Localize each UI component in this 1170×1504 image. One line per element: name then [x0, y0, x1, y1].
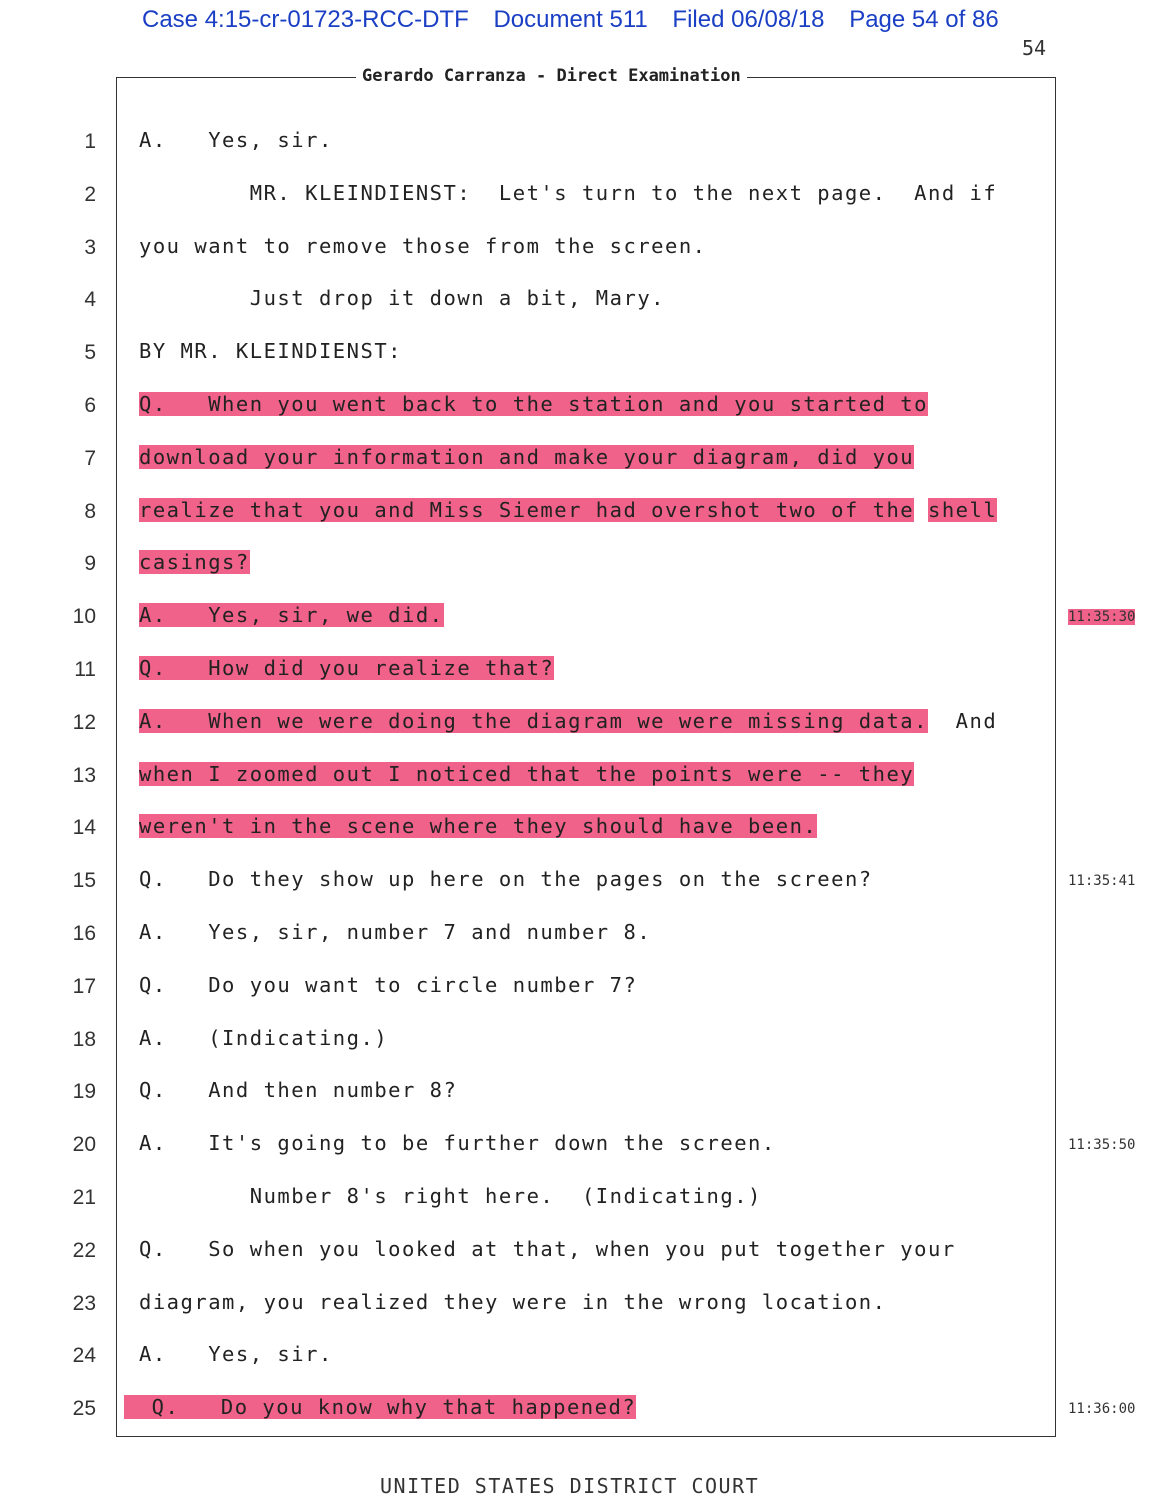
highlighted-text: A. When we were doing the diagram we were missing data. [139, 708, 928, 733]
transcript-line [0, 492, 1170, 532]
line-number: 12 [72, 710, 96, 734]
transcript-page-number: 54 [1022, 36, 1047, 60]
line-text [139, 1184, 762, 1208]
text-segment: Number 8's right here. (Indicating.) [139, 1184, 762, 1208]
transcript-line [0, 122, 1170, 162]
highlighted-text: weren't in the scene where they should have been. [139, 814, 818, 839]
timestamp: 11:35:41 [1068, 873, 1136, 890]
transcript-line [0, 597, 1170, 637]
line-number: 1 [84, 130, 96, 153]
transcript-line [0, 544, 1170, 584]
document-header [142, 6, 1017, 34]
text-segment [914, 498, 928, 522]
line-number: 2 [84, 182, 96, 206]
text-segment: A. Yes, sir, number 7 and number 8. [139, 920, 652, 944]
transcript-line [0, 1125, 1170, 1165]
line-text [139, 656, 554, 680]
highlighted-text: realize that you and Miss Siemer had overshot two of the [139, 497, 915, 522]
line-text [139, 920, 651, 944]
line-number: 3 [84, 235, 96, 259]
text-segment: Q. Do they show up here on the pages on the screen? [139, 867, 873, 892]
line-text [139, 1026, 388, 1050]
timestamp: 11:35:30 [1068, 609, 1136, 626]
line-text [139, 339, 402, 363]
line-number: 18 [72, 1027, 96, 1051]
transcript-line [0, 756, 1170, 796]
line-text [139, 1342, 333, 1366]
text-segment: And [928, 708, 998, 733]
line-text [139, 762, 914, 786]
line-text [139, 498, 997, 522]
line-number: 9 [84, 552, 96, 576]
transcript-line [0, 1072, 1170, 1112]
line-number: 15 [72, 869, 96, 893]
line-number: 5 [84, 341, 96, 365]
line-number: 16 [72, 922, 96, 945]
line-number: 21 [72, 1186, 96, 1209]
highlighted-text: casings? [139, 550, 250, 575]
line-number: 19 [72, 1080, 96, 1104]
text-segment: you want to remove those from the screen. [139, 233, 707, 258]
case-number: Case 4:15-cr-01723-RCC-DTF [142, 6, 469, 33]
transcript-line [0, 1284, 1170, 1324]
transcript-line [0, 650, 1170, 690]
text-segment: Just drop it down a bit, Mary. [139, 286, 665, 311]
transcript-line [0, 333, 1170, 373]
text-segment: MR. KLEINDIENST: Let's turn to the next page. And if [139, 180, 998, 205]
transcript-line [0, 967, 1170, 1007]
transcript-line [0, 280, 1170, 320]
line-text [139, 445, 914, 469]
transcript-line [0, 861, 1170, 901]
line-number: 22 [72, 1238, 96, 1262]
transcript-line [0, 1020, 1170, 1060]
transcript-line [0, 386, 1170, 426]
text-segment: A. Yes, sir. [139, 1342, 333, 1367]
line-number: 11 [74, 658, 96, 681]
timestamp: 11:36:00 [1068, 1401, 1136, 1418]
text-segment: diagram, you realized they were in the wrong location. [139, 1289, 887, 1314]
line-text [139, 709, 997, 733]
line-number: 17 [72, 974, 96, 998]
highlighted-text: Q. Do you know why that happened? [124, 1395, 637, 1420]
transcript-line [0, 808, 1170, 848]
line-number: 10 [72, 605, 96, 629]
line-number: 8 [84, 499, 96, 523]
line-text [139, 234, 707, 258]
text-segment: A. It's going to be further down the screen. [139, 1131, 776, 1156]
line-number: 13 [72, 763, 96, 787]
highlighted-text: Q. When you went back to the station and you started to [139, 392, 928, 416]
transcript-line [0, 175, 1170, 215]
line-number: 25 [72, 1397, 96, 1421]
transcript-line [0, 439, 1170, 479]
line-number: 20 [72, 1133, 96, 1157]
line-text [139, 973, 637, 997]
transcript-line [0, 914, 1170, 954]
highlighted-text: Q. How did you realize that? [139, 656, 555, 680]
text-segment: A. (Indicating.) [139, 1025, 389, 1050]
line-text [139, 867, 873, 891]
line-text [124, 1395, 636, 1419]
highlighted-text: when I zoomed out I noticed that the points were -- they [139, 761, 915, 786]
transcript-line [0, 703, 1170, 743]
text-segment: Q. Do you want to circle number 7? [139, 972, 638, 997]
court-footer: UNITED STATES DISTRICT COURT [380, 1474, 760, 1498]
line-text [139, 1237, 956, 1261]
line-number: 4 [84, 288, 96, 312]
transcript-line [0, 1231, 1170, 1271]
line-text [139, 1290, 886, 1314]
transcript-line [0, 1336, 1170, 1376]
transcript-line [0, 1389, 1170, 1429]
line-text [139, 814, 817, 838]
line-text [139, 392, 928, 416]
page-indicator: Page 54 of 86 [849, 6, 999, 33]
line-text [139, 181, 997, 205]
line-text [139, 550, 250, 574]
text-segment: A. Yes, sir. [139, 128, 333, 152]
line-text [139, 128, 333, 152]
highlighted-text: A. Yes, sir, we did. [139, 603, 444, 628]
highlighted-text: shell [928, 497, 998, 522]
filed-date: Filed 06/08/18 [672, 6, 825, 33]
text-segment: BY MR. KLEINDIENST: [139, 339, 402, 364]
line-number: 14 [72, 816, 96, 840]
transcript-title: Gerardo Carranza - Direct Examination [356, 66, 747, 86]
highlighted-text: download your information and make your diagram, did you [139, 444, 915, 469]
line-number: 7 [84, 446, 96, 470]
text-segment: Q. So when you looked at that, when you put together your [139, 1236, 956, 1261]
text-segment: Q. And then number 8? [139, 1078, 458, 1103]
line-text [139, 1131, 776, 1155]
transcript-line [0, 228, 1170, 268]
document-number: Document 511 [493, 6, 648, 33]
line-number: 24 [72, 1344, 96, 1368]
line-text [139, 286, 665, 310]
line-text [139, 1078, 457, 1102]
line-number: 6 [84, 394, 96, 417]
line-text [139, 603, 444, 627]
transcript-line [0, 1178, 1170, 1218]
timestamp: 11:35:50 [1068, 1137, 1136, 1154]
line-number: 23 [72, 1291, 96, 1315]
